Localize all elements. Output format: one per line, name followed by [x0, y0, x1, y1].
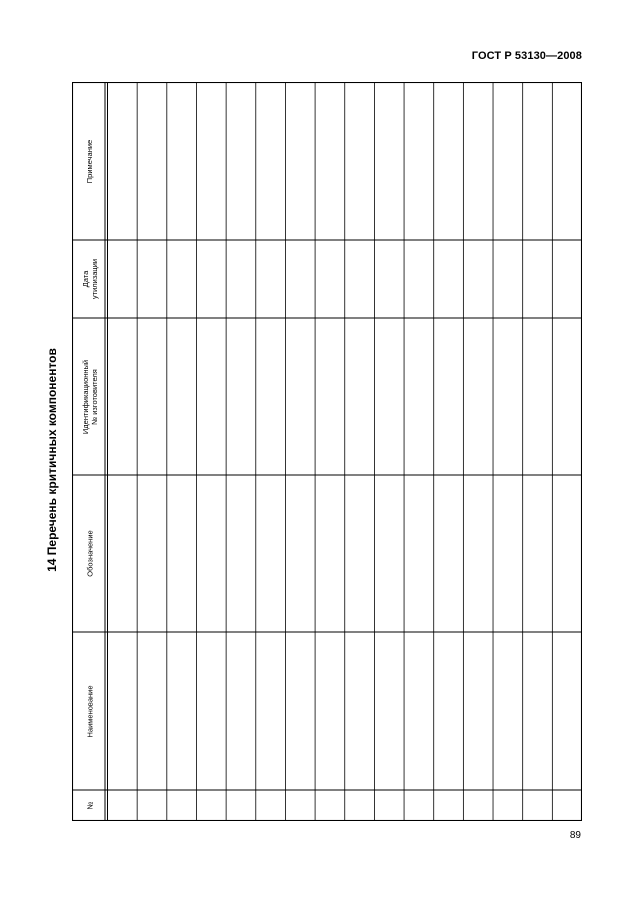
header-manufacturer-id: [74, 318, 106, 475]
header-name-label: Наименование: [85, 685, 95, 737]
header-name: [74, 632, 106, 790]
header-disposal-date: [74, 240, 106, 318]
header-designation: [74, 475, 106, 632]
section-title: 14 Перечень критичных компонентов: [45, 348, 59, 572]
header-number-label: №: [85, 801, 95, 810]
document-code: ГОСТ Р 53130—2008: [471, 50, 582, 62]
header-number: [74, 790, 106, 821]
table-border: [73, 83, 582, 821]
header-disposal-date-label: Дата утилизации: [81, 258, 100, 300]
page-number: 89: [569, 830, 581, 841]
components-table: [72, 82, 582, 821]
header-remarks-label: Примечание: [85, 139, 95, 183]
header-manufacturer-id-label: Идентификационный № изготовителя: [81, 359, 100, 434]
header-remarks: [74, 82, 106, 240]
header-designation-label: Обозначение: [85, 530, 95, 577]
table-grid: [72, 82, 582, 821]
